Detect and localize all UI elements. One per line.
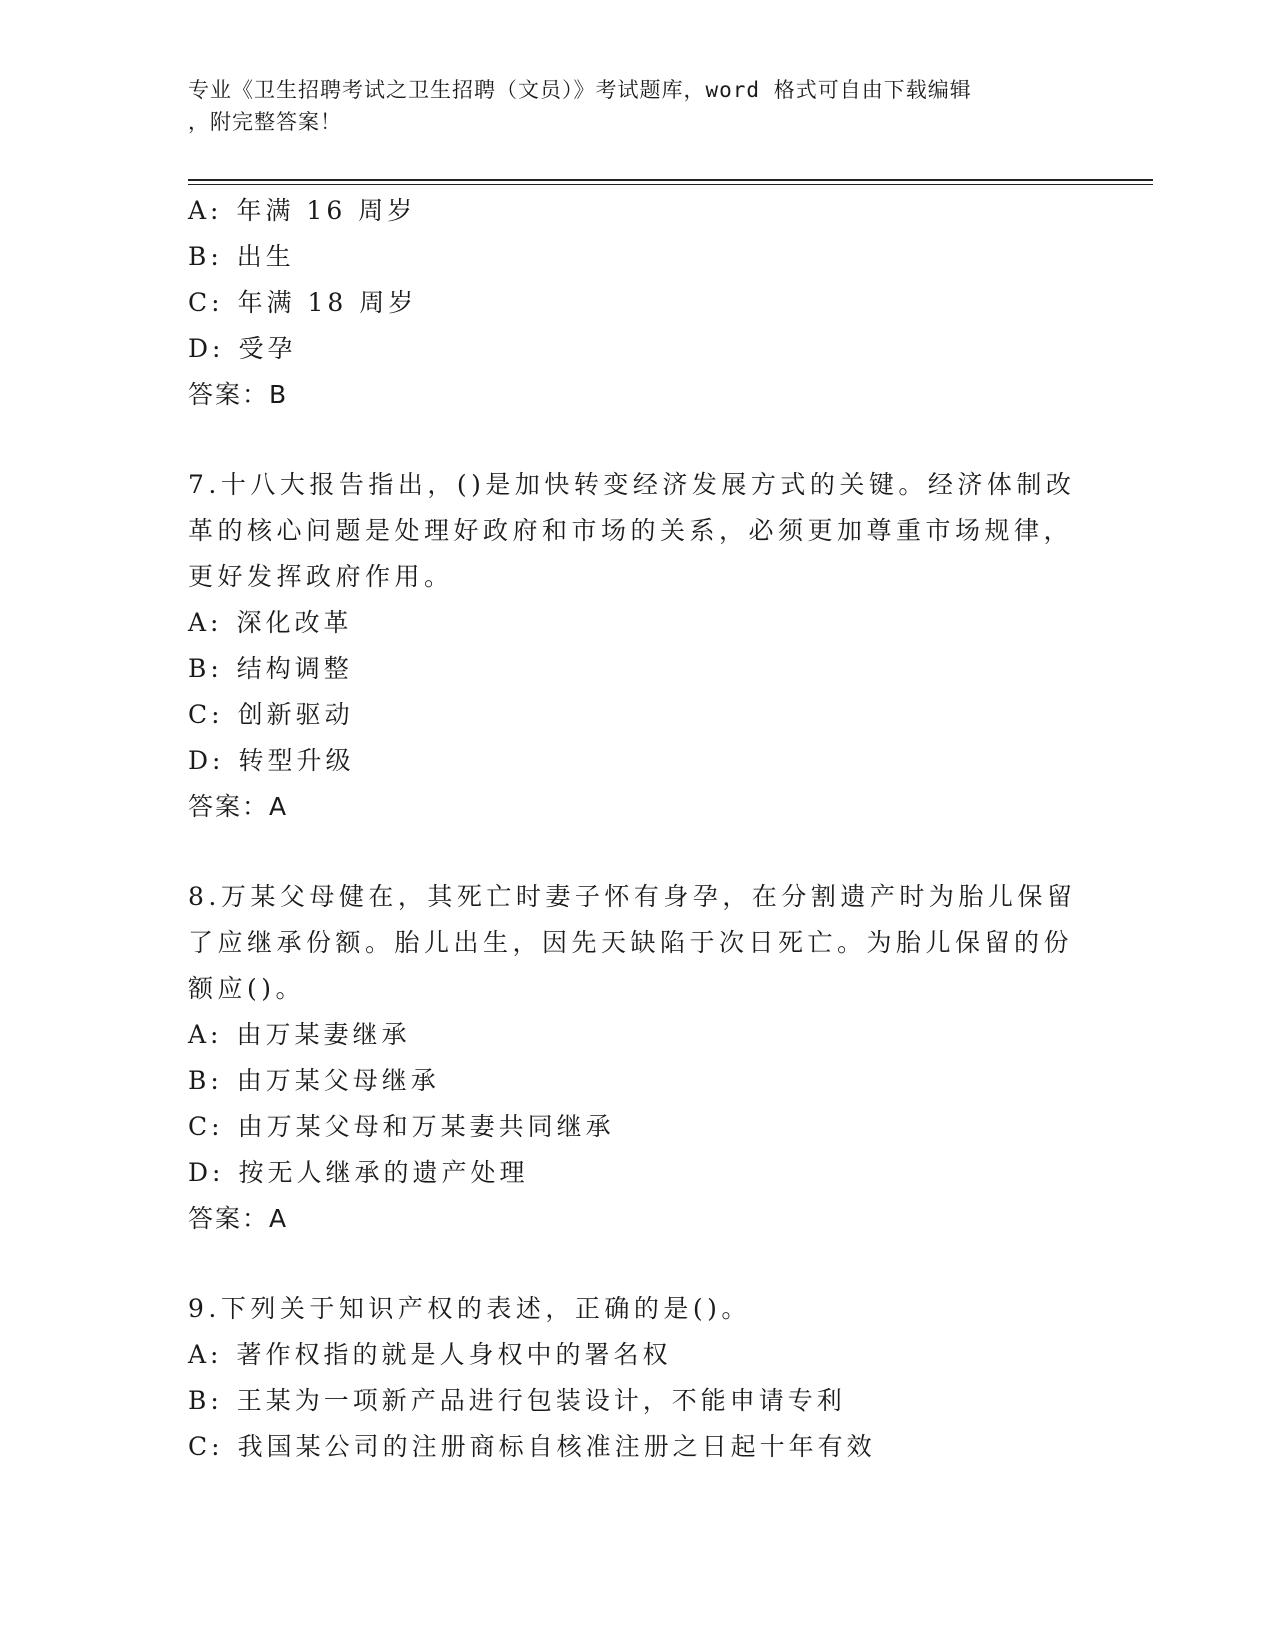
question-8 [188, 874, 1088, 1242]
question-text-line: 9.下列关于知识产权的表述，正确的是()。 [188, 1294, 751, 1323]
option-a: A: 深化改革 [188, 608, 353, 637]
option-c: C: 我国某公司的注册商标自核准注册之日起十年有效 [188, 1432, 876, 1461]
option-b: B: 由万某父母继承 [188, 1066, 440, 1095]
option-d: D: 受孕 [188, 334, 297, 363]
answer-line: 答案：A [188, 1204, 289, 1233]
header-line-2: ，附完整答案！ [188, 110, 342, 134]
question-6 [188, 188, 1088, 418]
header-divider-thin [188, 184, 1153, 185]
option-a: A: 著作权指的就是人身权中的署名权 [188, 1340, 672, 1369]
option-c: C: 创新驱动 [188, 700, 354, 729]
question-9 [188, 1286, 1088, 1470]
document-header [188, 74, 1088, 138]
option-d: D: 转型升级 [188, 746, 355, 775]
header-divider-thick [188, 179, 1153, 181]
question-text-line: 革的核心问题是处理好政府和市场的关系，必须更加尊重市场规律， [188, 516, 1074, 545]
question-text-line: 额应()。 [188, 974, 306, 1003]
answer-line: 答案：A [188, 792, 289, 821]
question-text-line: 了应继承份额。胎儿出生，因先天缺陷于次日死亡。为胎儿保留的份 [188, 928, 1074, 957]
header-line-1: 专业《卫生招聘考试之卫生招聘（文员）》考试题库，word 格式可自由下载编辑 [188, 78, 972, 102]
option-c: C: 由万某父母和万某妻共同继承 [188, 1112, 615, 1141]
option-d: D: 按无人继承的遗产处理 [188, 1158, 529, 1187]
question-7 [188, 462, 1088, 830]
option-b: B: 王某为一项新产品进行包装设计，不能申请专利 [188, 1386, 846, 1415]
question-text-line: 更好发挥政府作用。 [188, 562, 454, 591]
answer-line: 答案：B [188, 380, 289, 409]
option-a: A: 由万某妻继承 [188, 1020, 411, 1049]
question-text-line: 8.万某父母健在，其死亡时妻子怀有身孕，在分割遗产时为胎儿保留 [188, 882, 1077, 911]
option-b: B: 结构调整 [188, 654, 353, 683]
question-list [188, 188, 1088, 1470]
question-text-line: 7.十八大报告指出，()是加快转变经济发展方式的关键。经济体制改 [188, 470, 1076, 499]
option-b: B: 出生 [188, 242, 295, 271]
option-a: A: 年满 16 周岁 [188, 196, 417, 225]
option-c: C: 年满 18 周岁 [188, 288, 418, 317]
